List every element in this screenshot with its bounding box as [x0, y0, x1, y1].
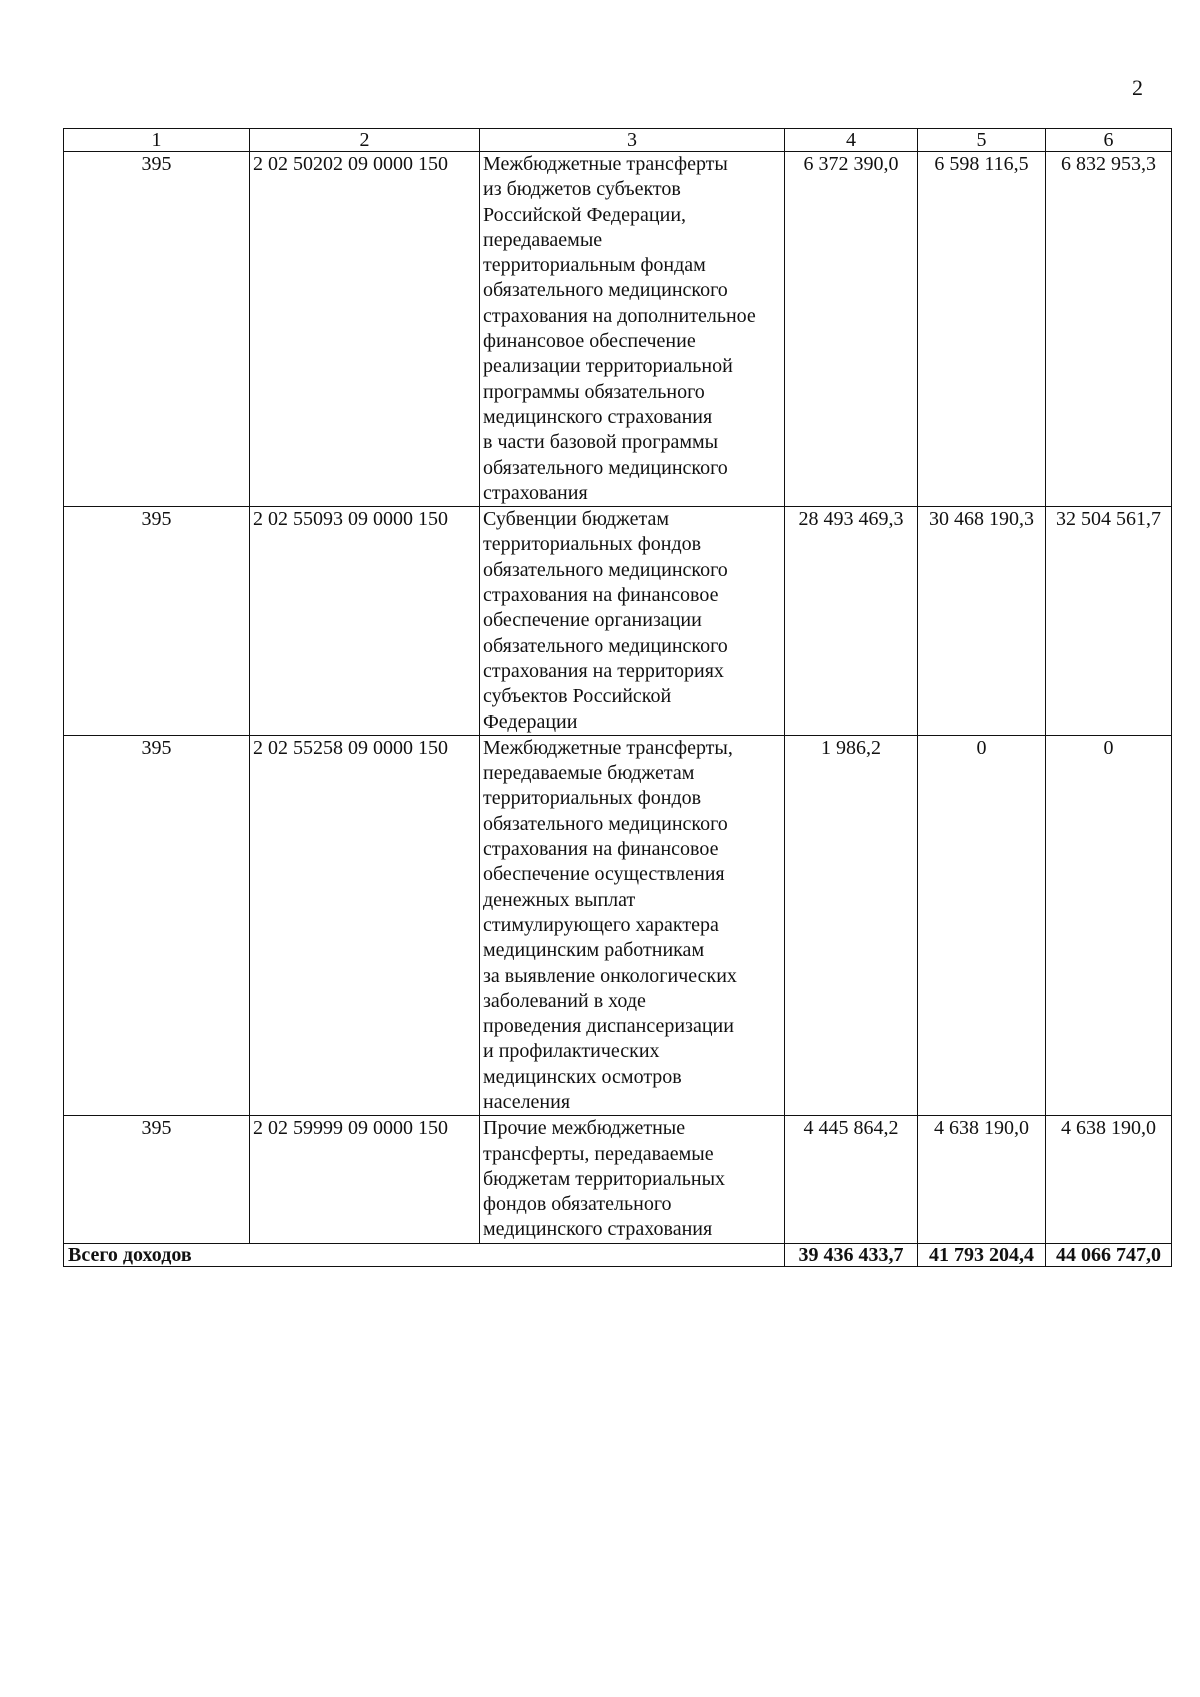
description-line: обязательного медицинского	[483, 456, 728, 479]
value-col-6-cell: 0	[1046, 735, 1172, 1115]
kbk-code-cell: 2 02 55093 09 0000 150	[250, 507, 480, 736]
value-col-4-cell: 28 493 469,3	[785, 507, 918, 736]
total-col-5-cell: 41 793 204,4	[918, 1243, 1046, 1266]
description-line: обязательного медицинского	[483, 812, 728, 835]
description-line: обязательного медицинского	[483, 558, 728, 581]
admin-code-cell: 395	[64, 507, 250, 736]
description-line: страхования на финансовое	[483, 584, 719, 607]
description-line: бюджетам территориальных	[483, 1167, 726, 1190]
total-col-4-cell: 39 436 433,7	[785, 1243, 918, 1266]
table-body	[64, 152, 1172, 1267]
description-line: Субвенции бюджетам	[483, 508, 669, 531]
description-line: медицинских осмотров	[483, 1065, 682, 1088]
kbk-code-cell: 2 02 50202 09 0000 150	[250, 152, 480, 507]
value-col-6-cell: 6 832 953,3	[1046, 152, 1172, 507]
value-col-5-cell: 4 638 190,0	[918, 1116, 1046, 1243]
description-cell	[480, 735, 785, 1115]
table-row	[64, 735, 1172, 1115]
description-line: денежных выплат	[483, 888, 636, 911]
description-line: населения	[483, 1090, 571, 1113]
description-line: из бюджетов субъектов	[483, 178, 681, 201]
description-line: в части базовой программы	[483, 431, 719, 454]
header-col-5: 5	[918, 129, 1046, 152]
table-row	[64, 152, 1172, 507]
admin-code-cell: 395	[64, 735, 250, 1115]
description-line: субъектов Российской	[483, 685, 672, 708]
description-line: за выявление онкологических	[483, 964, 737, 987]
header-col-2: 2	[250, 129, 480, 152]
description-line: территориальных фондов	[483, 533, 702, 556]
description-line: Межбюджетные трансферты,	[483, 736, 733, 759]
description-line: медицинским работникам	[483, 939, 705, 962]
total-row	[64, 1243, 1172, 1266]
table-row	[64, 507, 1172, 736]
description-line: обязательного медицинского	[483, 279, 728, 302]
description-line: страхования на территориях	[483, 659, 724, 682]
description-cell	[480, 1116, 785, 1243]
header-row	[64, 129, 1172, 152]
description-line: территориальным фондам	[483, 254, 706, 277]
description-line: обязательного медицинского	[483, 634, 728, 657]
description-line: заболеваний в ходе	[483, 989, 646, 1012]
description-line: проведения диспансеризации	[483, 1015, 734, 1038]
description-line: обеспечение организации	[483, 609, 702, 632]
value-col-5-cell: 0	[918, 735, 1046, 1115]
description-line: программы обязательного	[483, 380, 705, 403]
description-line: и профилактических	[483, 1040, 660, 1063]
value-col-5-cell: 30 468 190,3	[918, 507, 1046, 736]
description-line: Межбюджетные трансферты	[483, 153, 728, 175]
description-line: фондов обязательного	[483, 1193, 672, 1216]
description-cell	[480, 152, 785, 507]
header-col-6: 6	[1046, 129, 1172, 152]
value-col-4-cell: 1 986,2	[785, 735, 918, 1115]
value-col-6-cell: 4 638 190,0	[1046, 1116, 1172, 1243]
value-col-5-cell: 6 598 116,5	[918, 152, 1046, 507]
description-line: реализации территориальной	[483, 355, 733, 378]
value-col-6-cell: 32 504 561,7	[1046, 507, 1172, 736]
description-line: территориальных фондов	[483, 787, 702, 810]
kbk-code-cell: 2 02 59999 09 0000 150	[250, 1116, 480, 1243]
header-col-1: 1	[64, 129, 250, 152]
value-col-4-cell: 4 445 864,2	[785, 1116, 918, 1243]
total-label: Всего доходов	[64, 1243, 785, 1266]
table-row	[64, 1116, 1172, 1243]
description-line: Российской Федерации,	[483, 203, 687, 226]
description-line: трансферты, передаваемые	[483, 1142, 714, 1165]
description-line: стимулирующего характера	[483, 913, 719, 936]
revenue-table	[63, 128, 1172, 1267]
header-col-3: 3	[480, 129, 785, 152]
header-col-4: 4	[785, 129, 918, 152]
description-line: обеспечение осуществления	[483, 863, 725, 886]
description-line: страхования	[483, 481, 588, 504]
description-cell	[480, 507, 785, 736]
description-line: передаваемые	[483, 228, 603, 251]
description-line: финансовое обеспечение	[483, 330, 696, 353]
description-line: медицинского страхования	[483, 405, 713, 428]
admin-code-cell: 395	[64, 152, 250, 507]
description-line: передаваемые бюджетам	[483, 762, 695, 785]
description-line: медицинского страхования	[483, 1218, 713, 1241]
admin-code-cell: 395	[64, 1116, 250, 1243]
value-col-4-cell: 6 372 390,0	[785, 152, 918, 507]
description-line: Федерации	[483, 710, 578, 733]
description-line: Прочие межбюджетные	[483, 1117, 686, 1140]
kbk-code-cell: 2 02 55258 09 0000 150	[250, 735, 480, 1115]
page-number: 2	[1132, 75, 1143, 100]
total-col-6-cell: 44 066 747,0	[1046, 1243, 1172, 1266]
description-line: страхования на финансовое	[483, 838, 719, 861]
description-line: страхования на дополнительное	[483, 304, 756, 327]
